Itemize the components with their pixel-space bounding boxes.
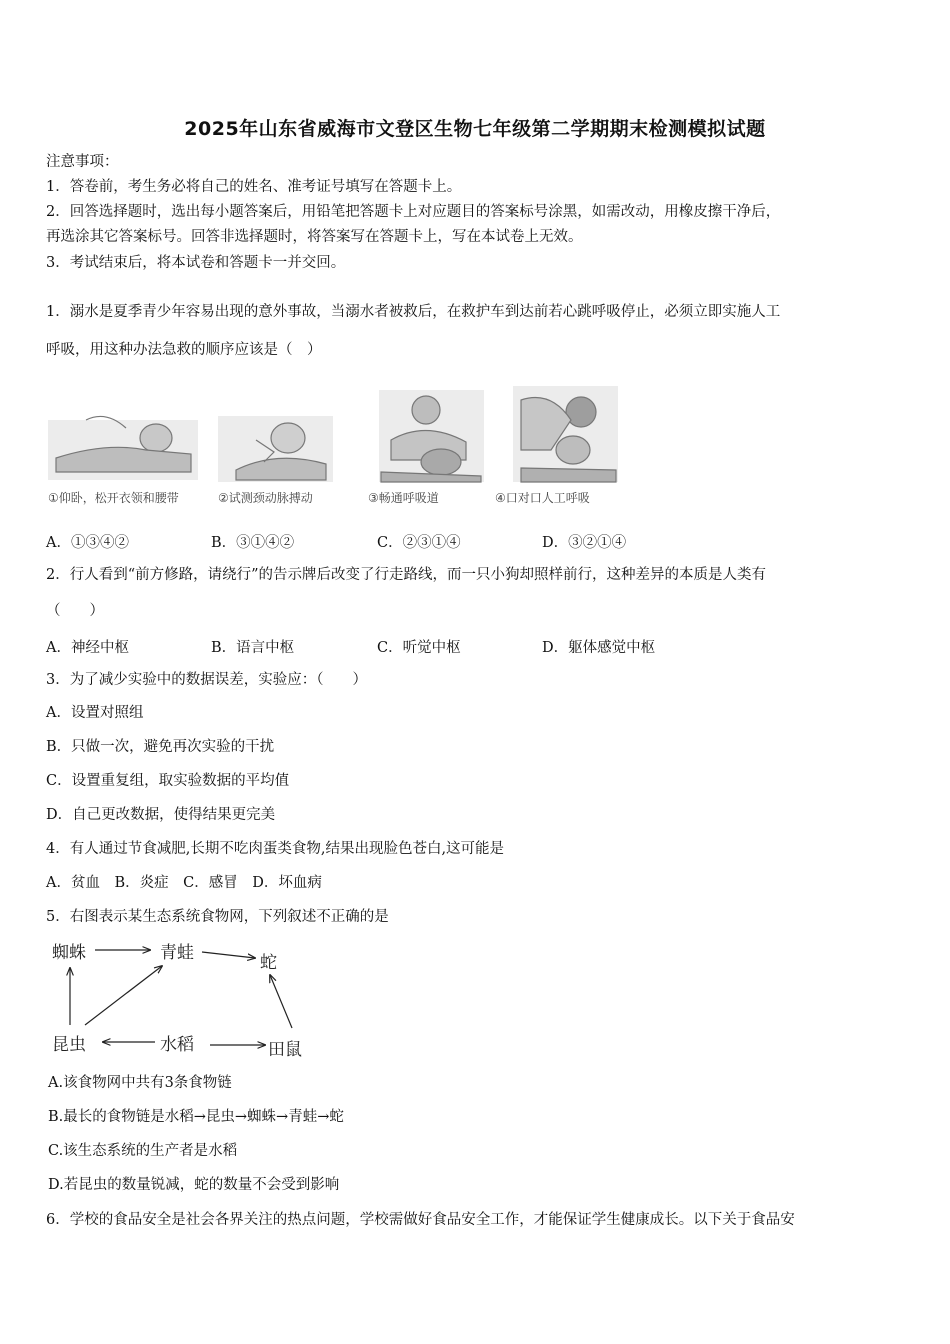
food-web-node-snake: 蛇 xyxy=(260,953,277,973)
q2-option-b: B．语言中枢 xyxy=(211,640,295,656)
q2-option-d: D．躯体感觉中枢 xyxy=(542,640,656,656)
q4-stem: 4．有人通过节食减肥,长期不吃肉蛋类食物,结果出现脸色苍白,这可能是 xyxy=(46,841,505,857)
q5-option-c: C.该生态系统的生产者是水稻 xyxy=(48,1143,238,1159)
notice-item: 3．考试结束后，将本试卷和答题卡一并交回。 xyxy=(46,255,346,271)
q4-options: A．贫血 B．炎症 C．感冒 D．坏血病 xyxy=(46,875,322,891)
food-web-node-spider: 蜘蛛 xyxy=(52,943,86,963)
food-web-node-mouse: 田鼠 xyxy=(268,1040,302,1060)
q3-stem: 3．为了减少实验中的数据误差，实验应：（ ） xyxy=(46,672,367,688)
q5-option-d: D.若昆虫的数量锐减，蛇的数量不会受到影响 xyxy=(48,1177,340,1193)
figure-caption: ③畅通呼吸道 xyxy=(368,491,439,505)
q1-option-c: C．②③①④ xyxy=(377,535,461,551)
arrow-frog-to-snake xyxy=(202,952,255,958)
illustration-supine xyxy=(48,416,198,480)
figure-caption: ①仰卧，松开衣领和腰带 xyxy=(48,491,179,505)
food-web-arrows xyxy=(40,930,330,1060)
q6-stem-line1: 6．学校的食品安全是社会各界关注的热点问题，学校需做好食品安全工作，才能保证学生健康成长。以下关于食品安 xyxy=(46,1212,795,1228)
illustration-pulse xyxy=(218,416,333,482)
q1-stem-line2: 呼吸，用这种办法急救的顺序应该是（ ） xyxy=(46,342,322,358)
q2-stem-line2: （ ） xyxy=(46,603,104,619)
q3-option-c: C．设置重复组，取实验数据的平均值 xyxy=(46,773,290,789)
q1-option-d: D．③②①④ xyxy=(542,535,627,551)
page-title: 2025年山东省威海市文登区生物七年级第二学期期末检测模拟试题 xyxy=(184,118,766,140)
illustration-airway xyxy=(379,390,484,482)
food-web-node-rice: 水稻 xyxy=(160,1035,194,1055)
illustration-mouth-to-mouth xyxy=(513,386,618,482)
q1-option-b: B．③①④② xyxy=(211,535,295,551)
food-web-node-insect: 昆虫 xyxy=(52,1035,86,1055)
q2-option-c: C．听觉中枢 xyxy=(377,640,461,656)
q3-option-a: A．设置对照组 xyxy=(46,705,144,721)
q5-option-a: A.该食物网中共有3条食物链 xyxy=(48,1075,232,1091)
arrow-mouse-to-snake xyxy=(270,975,292,1028)
food-web-node-frog: 青蛙 xyxy=(160,943,194,963)
arrow-insect-to-frog xyxy=(85,966,162,1025)
q2-option-a: A．神经中枢 xyxy=(46,640,129,656)
q3-option-b: B．只做一次，避免再次实验的干扰 xyxy=(46,739,275,755)
notice-heading: 注意事项： xyxy=(46,154,119,170)
notice-item: 再选涂其它答案标号。回答非选择题时，将答案写在答题卡上，写在本试卷上无效。 xyxy=(46,229,583,245)
notice-item: 2．回答选择题时，选出每小题答案后，用铅笔把答题卡上对应题目的答案标号涂黑，如需改动，用橡皮擦干净后， xyxy=(46,204,781,220)
figure-caption: ④口对口人工呼吸 xyxy=(495,491,590,505)
q5-option-b: B.最长的食物链是水稻→昆虫→蜘蛛→青蛙→蛇 xyxy=(48,1109,344,1125)
q1-option-a: A．①③④② xyxy=(46,535,129,551)
figure-caption: ②试测颈动脉搏动 xyxy=(218,491,313,505)
q2-stem-line1: 2．行人看到“前方修路，请绕行”的告示牌后改变了行走路线，而一只小狗却照样前行，这种差异的本质是人类有 xyxy=(46,567,767,583)
q1-stem-line1: 1．溺水是夏季青少年容易出现的意外事故，当溺水者被救后，在救护车到达前若心跳呼吸停止，必须立即实施人工 xyxy=(46,304,781,320)
q3-option-d: D．自己更改数据，使得结果更完美 xyxy=(46,807,276,823)
q5-stem: 5．右图表示某生态系统食物网，下列叙述不正确的是 xyxy=(46,909,389,925)
notice-item: 1．答卷前，考生务必将自己的姓名、准考证号填写在答题卡上。 xyxy=(46,179,462,195)
